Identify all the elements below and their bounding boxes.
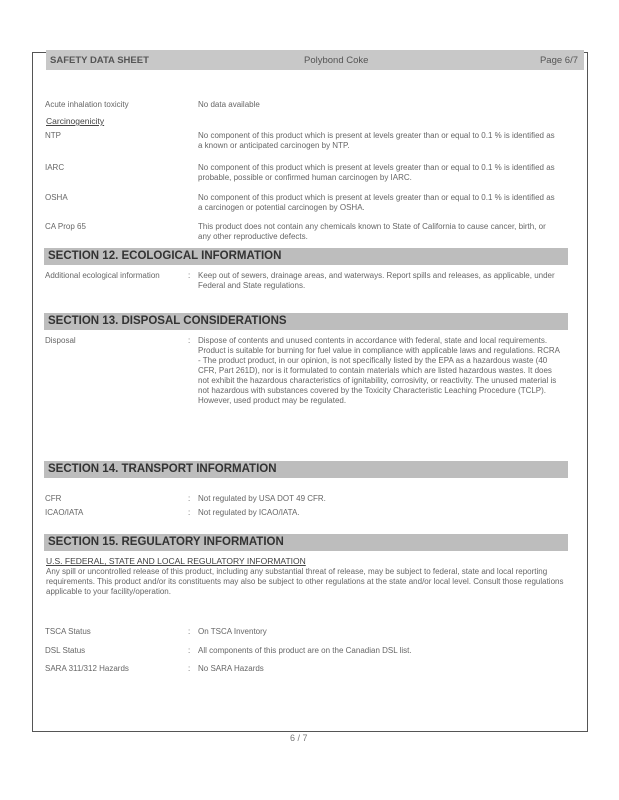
disposal-label: Disposal xyxy=(45,336,76,345)
disposal-colon: : xyxy=(188,336,191,345)
ca-prop65-value: This product does not contain any chemicals known to State of California to cause cancer, birth, or any other reproductive defects. xyxy=(198,222,546,241)
sara-value: No SARA Hazards xyxy=(198,664,264,673)
cfr-label: CFR xyxy=(45,494,62,503)
sara-label: SARA 311/312 Hazards xyxy=(45,664,129,673)
tsca-label: TSCA Status xyxy=(45,627,91,636)
section-14-heading: SECTION 14. TRANSPORT INFORMATION xyxy=(44,461,568,478)
dsl-value: All components of this product are on the Canadian DSL list. xyxy=(198,646,412,655)
section-13-heading: SECTION 13. DISPOSAL CONSIDERATIONS xyxy=(44,313,568,330)
dsl-label: DSL Status xyxy=(45,646,86,655)
header-product-name: Polybond Coke xyxy=(304,55,369,66)
iarc-label: IARC xyxy=(45,163,65,172)
osha-value: No component of this product which is present at levels greater than or equal to 0.1 % is identified as a carcinogen or potential carcinogen by OSHA. xyxy=(198,193,555,212)
tsca-value: On TSCA Inventory xyxy=(198,627,267,636)
dsl-colon: : xyxy=(188,646,191,655)
sara-colon: : xyxy=(188,664,191,673)
regulatory-subheading: U.S. FEDERAL, STATE AND LOCAL REGULATORY INFORMATION xyxy=(46,556,306,566)
acute-inhalation-label: Acute inhalation toxicity xyxy=(45,100,129,109)
acute-inhalation-value: No data available xyxy=(198,100,260,109)
carcinogenicity-heading: Carcinogenicity xyxy=(46,116,105,126)
ecological-colon: : xyxy=(188,271,191,280)
osha-label: OSHA xyxy=(45,193,68,202)
cfr-colon: : xyxy=(188,494,191,503)
icao-iata-label: ICAO/IATA xyxy=(45,508,84,517)
ecological-value: Keep out of sewers, drainage areas, and waterways. Report spills and releases, as applicable, under Federal and State regulations. xyxy=(198,271,555,290)
tsca-colon: : xyxy=(188,627,191,636)
section-12-heading: SECTION 12. ECOLOGICAL INFORMATION xyxy=(44,248,568,265)
ecological-label: Additional ecological information xyxy=(45,271,160,280)
iarc-value: No component of this product which is present at levels greater than or equal to 0.1 % is identified as probable, possible or confirmed human carcinogen by IARC. xyxy=(198,163,555,182)
ntp-value: No component of this product which is present at levels greater than or equal to 0.1 % is identified as a known or anticipated carcinogen by NTP. xyxy=(198,131,555,150)
ntp-label: NTP xyxy=(45,131,61,140)
document-header-bar xyxy=(46,50,584,70)
icao-iata-value: Not regulated by ICAO/IATA. xyxy=(198,508,300,517)
disposal-value: Dispose of contents and unused contents in accordance with federal, state and local requirements. Product is suitable for burning for fuel value in compliance with applicable laws and regulations. RCRA - The product product, in our opinion, is not specifically listed by the EPA as a hazardous waste (40 CFR, Part 261D), nor is it formulated to contain materials which are listed hazardous wastes. It does not exhibit the hazardous characteristics of ignitability, corrosivity, or reactivity. The unused material is not hazardous with substances covered by the Toxicity Characteristic Leaching Procedure (TCLP). However, used product may be regulated. xyxy=(198,336,560,405)
section-15-heading: SECTION 15. REGULATORY INFORMATION xyxy=(44,534,568,551)
icao-iata-colon: : xyxy=(188,508,191,517)
ca-prop65-label: CA Prop 65 xyxy=(45,222,86,231)
footer-page-number: 6 / 7 xyxy=(290,733,308,743)
header-page-number: Page 6/7 xyxy=(539,55,578,66)
header-doc-type: SAFETY DATA SHEET xyxy=(50,55,149,66)
cfr-value: Not regulated by USA DOT 49 CFR. xyxy=(198,494,326,503)
regulatory-paragraph: Any spill or uncontrolled release of this product, including any substantial threat of release, may be subject to federal, state and local reporting requirements. This product and/or its constituents may also be subject to other regulations at the state and/or local level. Consult those regulations applicable to your facility/operation. xyxy=(46,567,564,596)
